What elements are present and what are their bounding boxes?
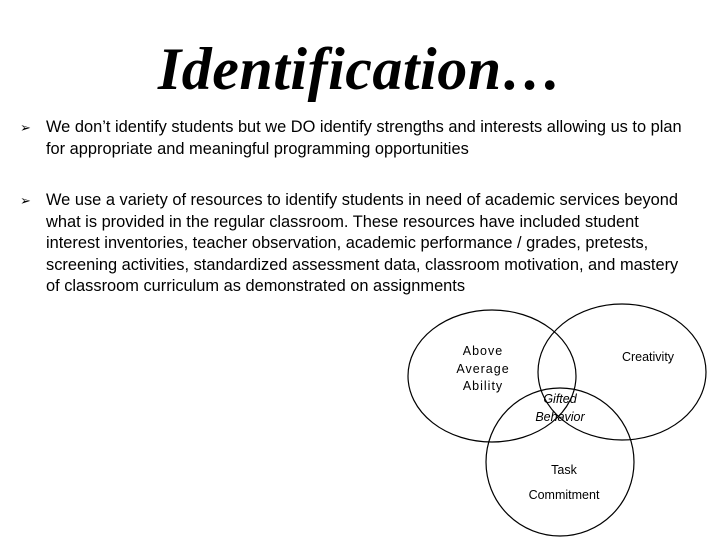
venn-label-creativity: Creativity [621,350,675,364]
bullet-text: We don’t identify students but we DO identify strengths and interests allowing us to plan for appropriate and meaningful programming opportunities [46,118,682,158]
venn-label-line: Ability [462,379,504,393]
venn-label-commitment: Commitment [528,488,600,502]
venn-label-line: Above [462,344,504,358]
venn-label-line: Gifted [543,392,577,406]
slide-title: Identification… [157,36,563,102]
venn-label-task: Task [551,463,577,477]
venn-label-gifted-behavior [522,391,598,426]
venn-label-line: Behavior [535,409,585,424]
arrowhead-bullet-icon: ➢ [20,121,31,136]
arrowhead-bullet-icon: ➢ [20,194,31,209]
bullet-text: We use a variety of resources to identify students in need of academic services beyond what is provided in the regular classroom. These resources have included student interest inventories, teacher observation, academic performance / grades, pretests, screening activities, standardized assessment data, classroom motivation, and mastery of classroom curriculum as demonstrated on assignments [46,191,679,295]
venn-label-line: Average [456,361,510,376]
venn-label-above-average-ability [446,343,520,396]
